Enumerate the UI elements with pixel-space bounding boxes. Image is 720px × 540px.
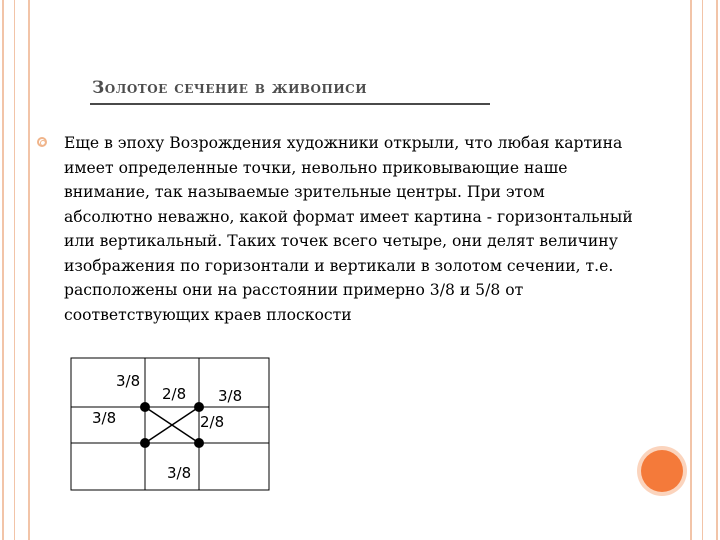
golden-section-diagram: [70, 357, 275, 499]
orange-circle-decoration: [641, 450, 683, 492]
label-top-right: 3/8: [218, 387, 243, 405]
bullet-icon: [37, 137, 47, 147]
label-right-mid: 2/8: [200, 413, 225, 431]
slide-paragraph: Еще в эпоху Возрождения художники открыли, что любая картина имеет определенные точки, невольно приковывающие наше внимание, так называемые зрительные центры. При этом абсолютно неважно, какой формат имеет картина - горизонтальный или вертикальный. Таких точек всего четыре, они делят величину изображения по горизонтали и вертикали в золотом сечении, т.е. расположены они на расстоянии примерно 3/8 и 5/8 от соответствующих краев плоскости: [64, 134, 633, 324]
label-top-left: 3/8: [116, 372, 141, 390]
label-top-mid: 2/8: [162, 385, 187, 403]
visual-center-point: [140, 402, 150, 412]
left-decorative-frame: [2, 0, 30, 540]
title-underline: [90, 103, 490, 105]
visual-center-point: [194, 438, 204, 448]
diagram-svg: [70, 357, 275, 495]
slide-title: Золотое сечение в живописи: [92, 78, 368, 98]
label-bottom-mid: 3/8: [167, 464, 192, 482]
label-left-mid: 3/8: [92, 409, 117, 427]
visual-center-point: [194, 402, 204, 412]
visual-center-point: [140, 438, 150, 448]
right-decorative-frame: [690, 0, 718, 540]
